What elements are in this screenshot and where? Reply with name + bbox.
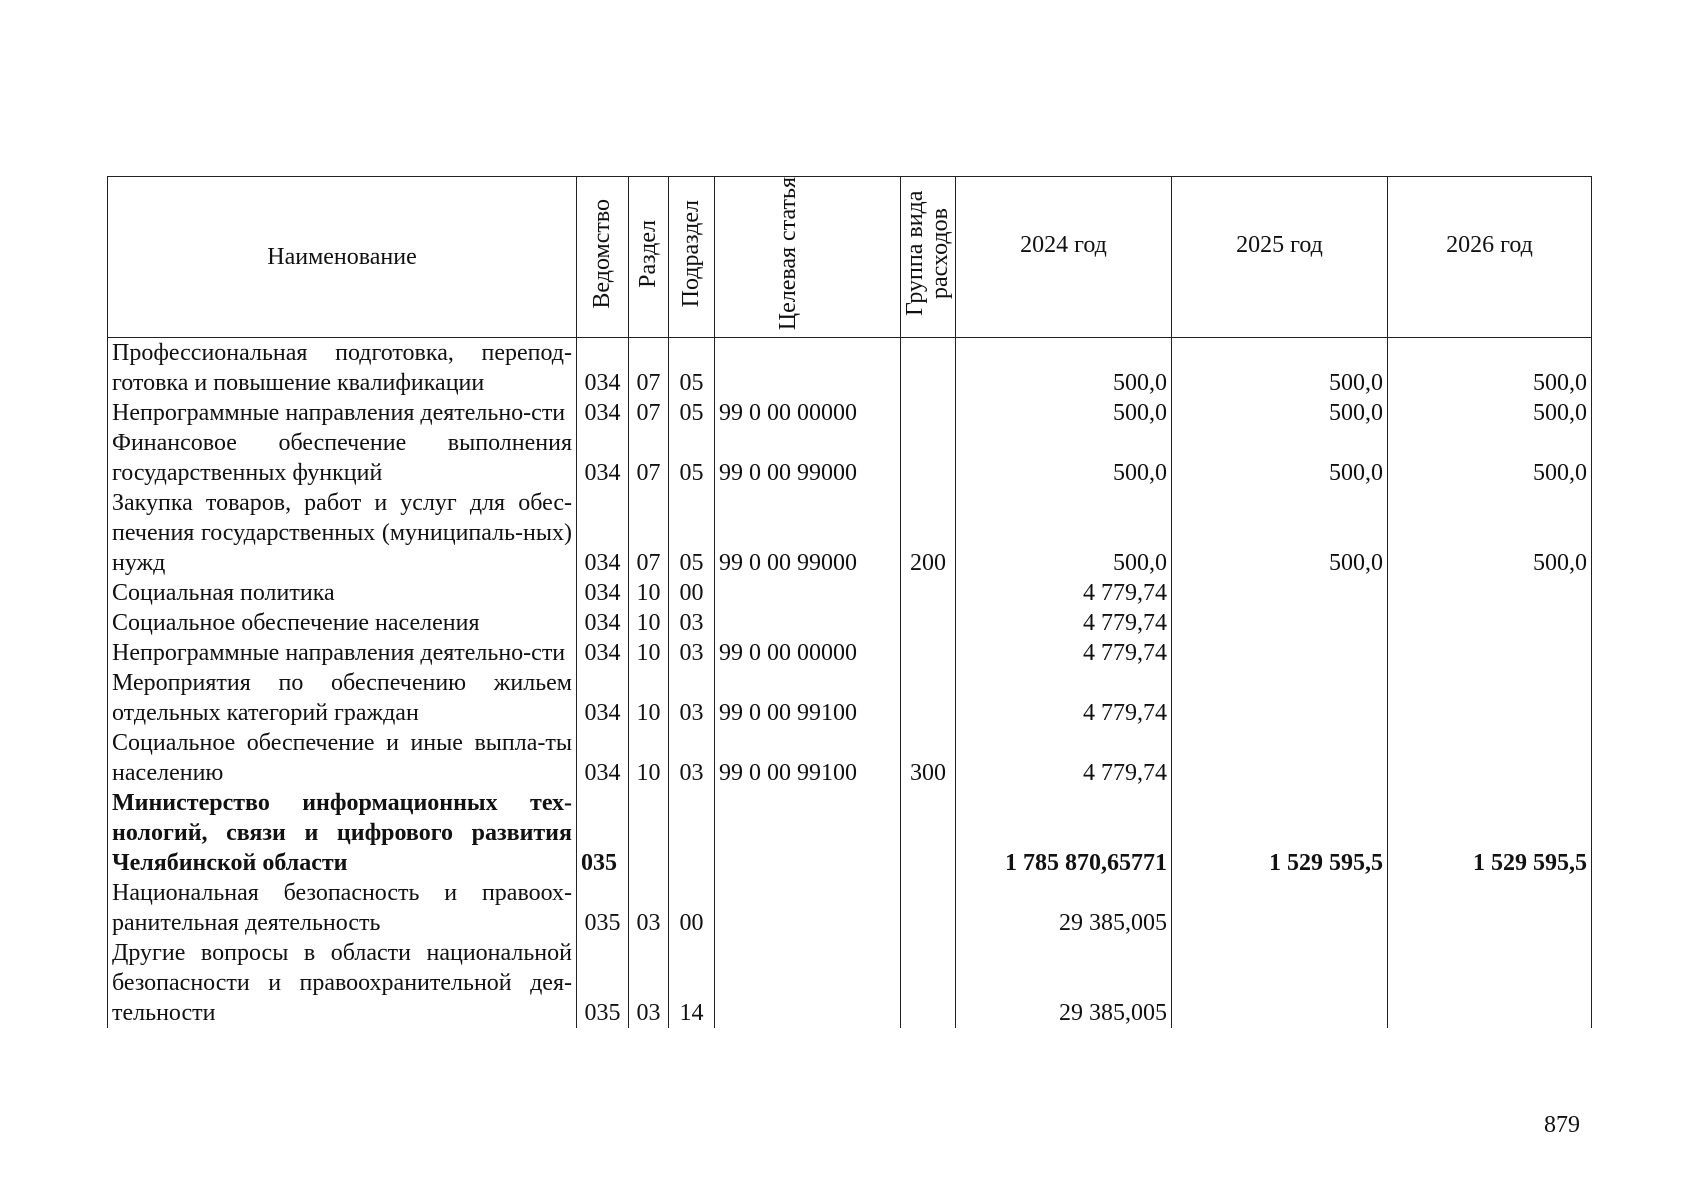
cell-celevaya-statya xyxy=(715,608,901,638)
cell-gruppa-vida-rashodov xyxy=(901,398,956,428)
cell-2024: 500,0 xyxy=(956,398,1172,428)
cell-name: Другие вопросы в области национальной безопасности и правоохранительной дея-тельности xyxy=(108,938,577,1028)
cell-2025: 1 529 595,5 xyxy=(1172,788,1388,878)
cell-2025 xyxy=(1172,638,1388,668)
table-row xyxy=(108,578,1592,608)
cell-vedomstvo: 034 xyxy=(577,608,629,638)
cell-2024: 4 779,74 xyxy=(956,608,1172,638)
table-row xyxy=(108,488,1592,578)
cell-celevaya-statya xyxy=(715,788,901,878)
cell-gruppa-vida-rashodov xyxy=(901,608,956,638)
cell-name: Социальная политика xyxy=(108,578,577,608)
cell-2026 xyxy=(1388,578,1592,608)
header-podrazdel: Подраздел xyxy=(669,177,715,338)
cell-podrazdel: 05 xyxy=(669,488,715,578)
cell-2026: 1 529 595,5 xyxy=(1388,788,1592,878)
cell-razdel: 10 xyxy=(629,578,669,608)
cell-2026 xyxy=(1388,878,1592,938)
cell-celevaya-statya: 99 0 00 99000 xyxy=(715,428,901,488)
cell-2024: 4 779,74 xyxy=(956,668,1172,728)
cell-2024: 500,0 xyxy=(956,338,1172,399)
cell-2025 xyxy=(1172,668,1388,728)
cell-gruppa-vida-rashodov xyxy=(901,578,956,608)
header-name: Наименование xyxy=(108,177,577,338)
cell-2026 xyxy=(1388,668,1592,728)
cell-razdel: 10 xyxy=(629,728,669,788)
cell-razdel: 07 xyxy=(629,338,669,399)
cell-vedomstvo: 034 xyxy=(577,398,629,428)
cell-celevaya-statya: 99 0 00 00000 xyxy=(715,638,901,668)
cell-vedomstvo: 034 xyxy=(577,638,629,668)
header-year-2024: 2024 год xyxy=(956,177,1172,338)
cell-2026 xyxy=(1388,608,1592,638)
cell-celevaya-statya: 99 0 00 99000 xyxy=(715,488,901,578)
cell-celevaya-statya: 99 0 00 99100 xyxy=(715,728,901,788)
table-row xyxy=(108,398,1592,428)
cell-2024: 29 385,005 xyxy=(956,878,1172,938)
cell-name: Министерство информационных тех-нологий, связи и цифрового развития Челябинской области xyxy=(108,788,577,878)
cell-name: Финансовое обеспечение выполнения государственных функций xyxy=(108,428,577,488)
cell-razdel: 03 xyxy=(629,938,669,1028)
cell-name: Мероприятия по обеспечению жильем отдельных категорий граждан xyxy=(108,668,577,728)
cell-2025 xyxy=(1172,728,1388,788)
table-row xyxy=(108,338,1592,399)
cell-podrazdel: 05 xyxy=(669,338,715,399)
cell-2026: 500,0 xyxy=(1388,428,1592,488)
cell-name: Непрограммные направления деятельно-сти xyxy=(108,398,577,428)
table-header-row xyxy=(108,177,1592,338)
cell-name: Непрограммные направления деятельно-сти xyxy=(108,638,577,668)
cell-2026 xyxy=(1388,638,1592,668)
cell-celevaya-statya: 99 0 00 00000 xyxy=(715,398,901,428)
header-gruppa-vida-rashodov: Группа вида расходов xyxy=(901,177,956,338)
header-year-2025: 2025 год xyxy=(1172,177,1388,338)
cell-celevaya-statya xyxy=(715,878,901,938)
cell-2026: 500,0 xyxy=(1388,338,1592,399)
header-vedomstvo: Ведомство xyxy=(577,177,629,338)
cell-podrazdel: 03 xyxy=(669,668,715,728)
cell-razdel: 10 xyxy=(629,668,669,728)
cell-podrazdel xyxy=(669,788,715,878)
cell-2025: 500,0 xyxy=(1172,398,1388,428)
cell-gruppa-vida-rashodov: 300 xyxy=(901,728,956,788)
cell-celevaya-statya xyxy=(715,338,901,399)
cell-2024: 4 779,74 xyxy=(956,638,1172,668)
cell-podrazdel: 03 xyxy=(669,728,715,788)
cell-gruppa-vida-rashodov xyxy=(901,338,956,399)
table-body xyxy=(108,338,1592,1029)
cell-razdel xyxy=(629,788,669,878)
cell-2024: 500,0 xyxy=(956,488,1172,578)
cell-celevaya-statya: 99 0 00 99100 xyxy=(715,668,901,728)
cell-gruppa-vida-rashodov xyxy=(901,878,956,938)
cell-vedomstvo: 034 xyxy=(577,728,629,788)
table-row xyxy=(108,668,1592,728)
cell-podrazdel: 00 xyxy=(669,578,715,608)
header-celevaya-statya: Целевая статья xyxy=(715,177,901,338)
cell-vedomstvo: 034 xyxy=(577,428,629,488)
cell-2025: 500,0 xyxy=(1172,428,1388,488)
cell-vedomstvo: 034 xyxy=(577,488,629,578)
cell-name: Закупка товаров, работ и услуг для обес-печения государственных (муниципаль-ных) нужд xyxy=(108,488,577,578)
table-row xyxy=(108,878,1592,938)
cell-razdel: 03 xyxy=(629,878,669,938)
cell-2026: 500,0 xyxy=(1388,398,1592,428)
cell-podrazdel: 05 xyxy=(669,428,715,488)
table-row xyxy=(108,608,1592,638)
cell-razdel: 10 xyxy=(629,638,669,668)
cell-2026 xyxy=(1388,728,1592,788)
cell-2025: 500,0 xyxy=(1172,488,1388,578)
cell-2024: 29 385,005 xyxy=(956,938,1172,1028)
cell-celevaya-statya xyxy=(715,938,901,1028)
cell-gruppa-vida-rashodov xyxy=(901,668,956,728)
cell-2024: 4 779,74 xyxy=(956,578,1172,608)
cell-2025: 500,0 xyxy=(1172,338,1388,399)
budget-table xyxy=(107,176,1592,1028)
cell-podrazdel: 14 xyxy=(669,938,715,1028)
cell-name: Профессиональная подготовка, перепод-готовка и повышение квалификации xyxy=(108,338,577,399)
cell-gruppa-vida-rashodov xyxy=(901,638,956,668)
cell-vedomstvo: 034 xyxy=(577,338,629,399)
cell-gruppa-vida-rashodov xyxy=(901,938,956,1028)
header-razdel: Раздел xyxy=(629,177,669,338)
cell-name: Национальная безопасность и правоох-ранительная деятельность xyxy=(108,878,577,938)
cell-podrazdel: 00 xyxy=(669,878,715,938)
cell-name: Социальное обеспечение населения xyxy=(108,608,577,638)
cell-razdel: 07 xyxy=(629,398,669,428)
table-row xyxy=(108,728,1592,788)
table-row xyxy=(108,428,1592,488)
cell-2026 xyxy=(1388,938,1592,1028)
cell-2025 xyxy=(1172,608,1388,638)
cell-celevaya-statya xyxy=(715,578,901,608)
cell-vedomstvo: 034 xyxy=(577,578,629,608)
cell-vedomstvo: 034 xyxy=(577,668,629,728)
cell-razdel: 07 xyxy=(629,428,669,488)
cell-gruppa-vida-rashodov: 200 xyxy=(901,488,956,578)
cell-razdel: 10 xyxy=(629,608,669,638)
cell-podrazdel: 03 xyxy=(669,608,715,638)
header-year-2026: 2026 год xyxy=(1388,177,1592,338)
cell-razdel: 07 xyxy=(629,488,669,578)
cell-gruppa-vida-rashodov xyxy=(901,788,956,878)
cell-vedomstvo: 035 xyxy=(577,938,629,1028)
cell-2025 xyxy=(1172,938,1388,1028)
cell-2024: 1 785 870,65771 xyxy=(956,788,1172,878)
table-row xyxy=(108,638,1592,668)
cell-podrazdel: 03 xyxy=(669,638,715,668)
cell-vedomstvo: 035 xyxy=(577,878,629,938)
cell-2025 xyxy=(1172,878,1388,938)
table-row xyxy=(108,938,1592,1028)
page-number: 879 xyxy=(1544,1112,1580,1138)
cell-2024: 500,0 xyxy=(956,428,1172,488)
cell-name: Социальное обеспечение и иные выпла-ты населению xyxy=(108,728,577,788)
cell-podrazdel: 05 xyxy=(669,398,715,428)
table-row xyxy=(108,788,1592,878)
cell-2024: 4 779,74 xyxy=(956,728,1172,788)
cell-gruppa-vida-rashodov xyxy=(901,428,956,488)
cell-vedomstvo: 035 xyxy=(577,788,629,878)
cell-2025 xyxy=(1172,578,1388,608)
cell-2026: 500,0 xyxy=(1388,488,1592,578)
